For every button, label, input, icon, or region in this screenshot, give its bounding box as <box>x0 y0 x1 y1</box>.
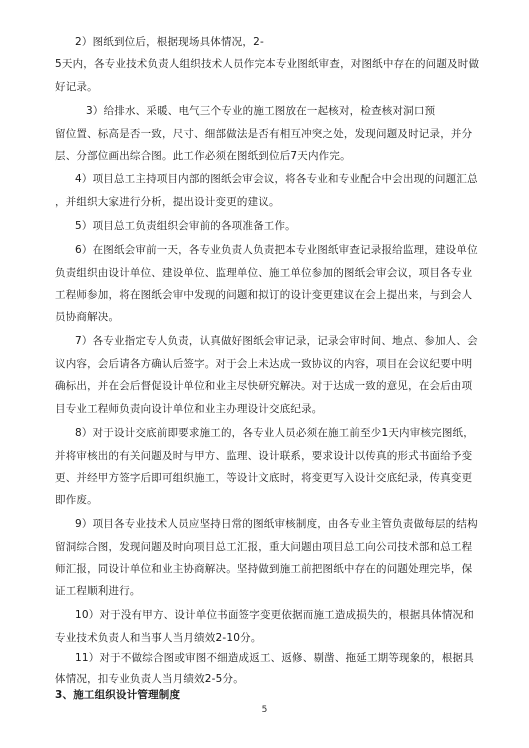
text-line: 专业技术负责人和当事人当月绩效2-10分。 <box>55 632 262 644</box>
text-line: 8）对于设计交底前即要求施工的，各专业人员必须在施工前至少1天内审核完图纸， <box>75 427 474 439</box>
text-line: ，并组织大家进行分析，提出设计变更的建议。 <box>55 196 280 208</box>
text-line: 2）图纸到位后，根据现场具体情况，2- <box>75 36 264 48</box>
text-line: 确标出，并在会后督促设计单位和业主尽快研究解决。对于达成一致的意见，在会后由项 <box>55 380 473 392</box>
text-line: 层、分部位画出综合图。此工作必须在图纸到位后7天内作完。 <box>55 150 351 162</box>
text-line: 证工程顺利进行。 <box>55 585 141 597</box>
text-line: 即作废。 <box>55 494 98 506</box>
text-line: 6）在图纸会审前一天，各专业负责人负责把本专业图纸审查记录报给监理，建设单位 <box>75 244 478 256</box>
text-line: 10）对于没有甲方、设计单位书面签字变更依据而施工造成损失的，根据具体情况和 <box>75 609 474 621</box>
text-line: 11）对于不做综合图或审图不细造成返工、返修、剔凿、拖延工期等现象的，根据具 <box>75 652 474 664</box>
text-line: 目专业工程师负责向设计单位和业主办理设计交底纪录。 <box>55 403 323 415</box>
text-line: 留位置、标高是否一致，尺寸、细部做法是否有相互冲突之处，发现问题及时记录，并分 <box>55 128 473 140</box>
text-line: 7）各专业指定专人负责，认真做好图纸会审记录，记录会审时间、地点、参加人、会 <box>75 335 478 347</box>
text-line: 负责组织由设计单位、建设单位、监理单位、施工单位参加的图纸会审会议，项目各专业 <box>55 267 473 279</box>
text-line: 师汇报，同设计单位和业主协商解决。坚持做到施工前把图纸中存在的问题处理完毕，保 <box>55 563 473 575</box>
text-line: 好记录。 <box>55 81 98 93</box>
text-line: 更、并经甲方签字后即可组织施工，等设计文底时，将变更写入设计交底纪录，传真变更 <box>55 472 473 484</box>
text-line: 议内容，会后请各方确认后签字。对于会上未达成一致协议的内容，项目在会议纪要中明 <box>55 358 473 370</box>
text-line: 5天内，各专业技术负责人组织技术人员作完本专业图纸审查，对图纸中存在的问题及时做 <box>55 58 480 70</box>
section-heading: 3、施工组织设计管理制度 <box>55 689 181 701</box>
text-line: 并将审核出的有关问题及时与甲方、监理、设计联系，要求设计以传真的形式书面给予变 <box>55 450 473 462</box>
text-line: 工程师参加，将在图纸会审中发现的问题和拟订的设计变更建议在会上提出来，与到会人 <box>55 289 473 301</box>
text-line: 留洞综合图，发现问题及时向项目总工汇报，重大问题由项目总工向公司技术部和总工程 <box>55 541 473 553</box>
text-line: 3）给排水、采暖、电气三个专业的施工图放在一起核对，检查核对洞口预 <box>86 105 436 117</box>
text-line: 4）项目总工主持项目内部的图纸会审会议，将各专业和专业配合中会出现的问题汇总 <box>75 173 478 185</box>
text-line: 9）项目各专业技术人员应坚持日常的图纸审核制度，由各专业主管负责做每层的结构 <box>75 518 478 530</box>
page-number: 5 <box>261 705 268 715</box>
text-line: 5）项目总工负责组织会审前的各项准备工作。 <box>75 220 296 232</box>
text-line: 员协商解决。 <box>55 311 120 323</box>
text-line: 体情况，扣专业负责人当月绩效2-5分。 <box>55 673 244 685</box>
